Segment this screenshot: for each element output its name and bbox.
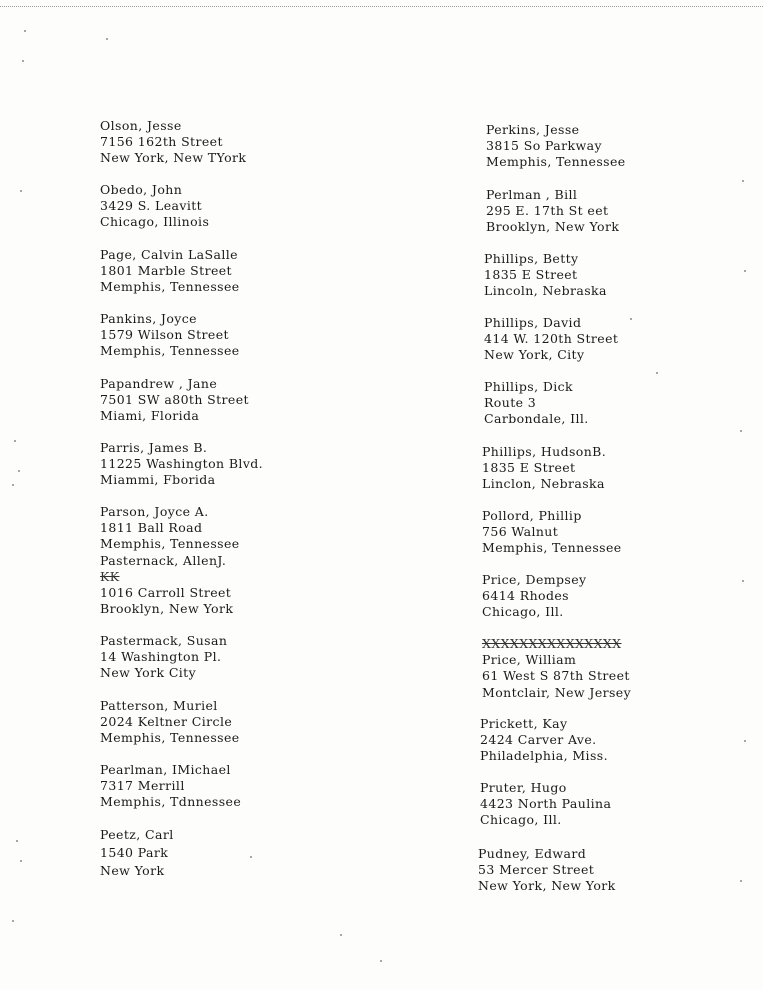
entry-name: Pasternack, AllenJ. [100,552,227,568]
address-entry [100,504,240,617]
entry-street: 4423 North Paulina [480,796,612,812]
entry-name: Pearlman, IMichael [100,762,231,777]
address-entry [100,762,241,811]
entry-street: 1835 E Street [484,267,578,283]
entry-city: New York [100,863,165,878]
entry-city: Memphis, Tdnnessee [100,794,242,810]
entry-city: Miammi, Fborida [100,472,216,488]
address-entry [100,311,240,360]
entry-street: 1016 Carroll Street [100,585,232,601]
entry-street: 1801 Marble Street [100,263,232,279]
entry-city: Memphis, Tennessee [482,540,622,556]
entry-street: Route 3 [484,395,537,411]
entry-name: Phillips, Betty [484,251,579,266]
entry-city: Linclon, Nebraska [482,476,605,492]
entry-street: 2024 Keltner Circle [100,714,233,730]
entry-city: Memphis, Tennessee [100,343,240,359]
entry-street: 11225 Washington Blvd. [100,456,264,472]
entry-name: Pollord, Phillip [482,508,582,523]
address-entry [482,444,606,493]
entry-street: 1579 Wilson Street [100,327,229,343]
entry-name: Page, Calvin LaSalle [100,247,238,262]
entry-city: New York City [100,665,197,681]
address-entry [486,122,626,171]
entry-name: Price, Dempsey [482,572,587,587]
entry-name: Price, William [482,652,577,668]
address-entry [100,118,246,167]
address-entry [484,251,607,300]
entry-city: New York, City [484,347,585,363]
entry-name: Olson, Jesse [100,118,182,133]
entry-city: Montclair, New Jersey [482,684,632,700]
entry-name: Papandrew , Jane [100,376,218,391]
entry-name: Phillips, David [484,315,582,330]
entry-city: Memphis, Tennessee [100,536,240,552]
entry-name: Perlman , Bill [486,187,578,202]
entry-city: Brooklyn, New York [100,601,234,617]
address-entry [482,508,622,557]
address-entry [480,716,608,765]
entry-city: Memphis, Tennessee [100,279,240,295]
entry-city: Memphis, Tennessee [100,730,240,746]
address-entry [100,698,240,747]
entry-street: 1811 Ball Road [100,520,203,536]
entry-name: Patterson, Muriel [100,698,218,713]
entry-street: 2424 Carver Ave. [480,732,597,748]
entry-name: Parris, James B. [100,440,208,455]
address-entry [100,247,240,296]
entry-city: Memphis, Tennessee [486,154,626,170]
entry-name: Parson, Joyce A. [100,504,209,519]
entry-name: Pankins, Joyce [100,311,197,326]
entry-name: Perkins, Jesse [486,122,580,137]
entry-city: Chicago, Ill. [482,604,564,620]
address-entry [100,182,209,231]
address-entry [484,315,618,364]
entry-city: Miami, Florida [100,408,200,424]
entry-street: 7501 SW a80th Street [100,392,249,408]
address-entry [484,379,589,428]
entry-name: Peetz, Carl [100,827,174,842]
entry-street: 14 Washington Pl. [100,649,222,665]
entry-street: 1835 E Street [482,460,576,476]
address-entry [478,846,616,895]
entry-city: Chicago, Ill. [480,812,562,828]
entry-street: 756 Walnut [482,524,559,540]
entry-city: New York, New York [478,878,616,894]
entry-name: Obedo, John [100,182,183,197]
entry-city: Brooklyn, New York [486,219,620,235]
entry-name: Pudney, Edward [478,846,587,861]
entry-name: Phillips, Dick [484,379,574,394]
entry-street: 295 E. 17th St eet [486,203,609,219]
struck-text: XXXXXXXXXXXXXXX [482,636,622,651]
entry-city: New York, New TYork [100,150,247,166]
entry-street: 3815 So Parkway [486,138,602,154]
entry-street: 6414 Rhodes [482,588,569,604]
entry-street: 414 W. 120th Street [484,331,619,347]
entry-city: Carbondale, Ill. [484,411,589,427]
address-entry [482,572,586,621]
entry-name: Pastermack, Susan [100,633,228,648]
entry-name: Prickett, Kay [480,716,568,731]
address-entry [100,376,249,425]
address-entry [100,633,227,682]
entry-city: Lincoln, Nebraska [484,283,607,299]
entry-street: 3429 S. Leavitt [100,198,203,214]
address-entry [100,440,263,489]
entry-name: Pruter, Hugo [480,780,567,795]
address-entry [480,780,611,829]
entry-name: Phillips, HudsonB. [482,444,607,459]
entry-street: 1540 Park [100,845,169,860]
entry-street: 53 Mercer Street [478,862,595,878]
struck-text: KK [100,568,120,584]
entry-street: 7317 Merrill [100,778,185,794]
address-entry [100,826,174,880]
entry-city: Chicago, Illinois [100,214,210,230]
entry-city: Philadelphia, Miss. [480,748,608,764]
address-entry [486,187,619,236]
entry-street: 61 West S 87th Street [482,668,630,684]
address-entry [482,636,631,701]
page-top-edge [0,0,763,7]
entry-street: 7156 162th Street [100,134,223,150]
